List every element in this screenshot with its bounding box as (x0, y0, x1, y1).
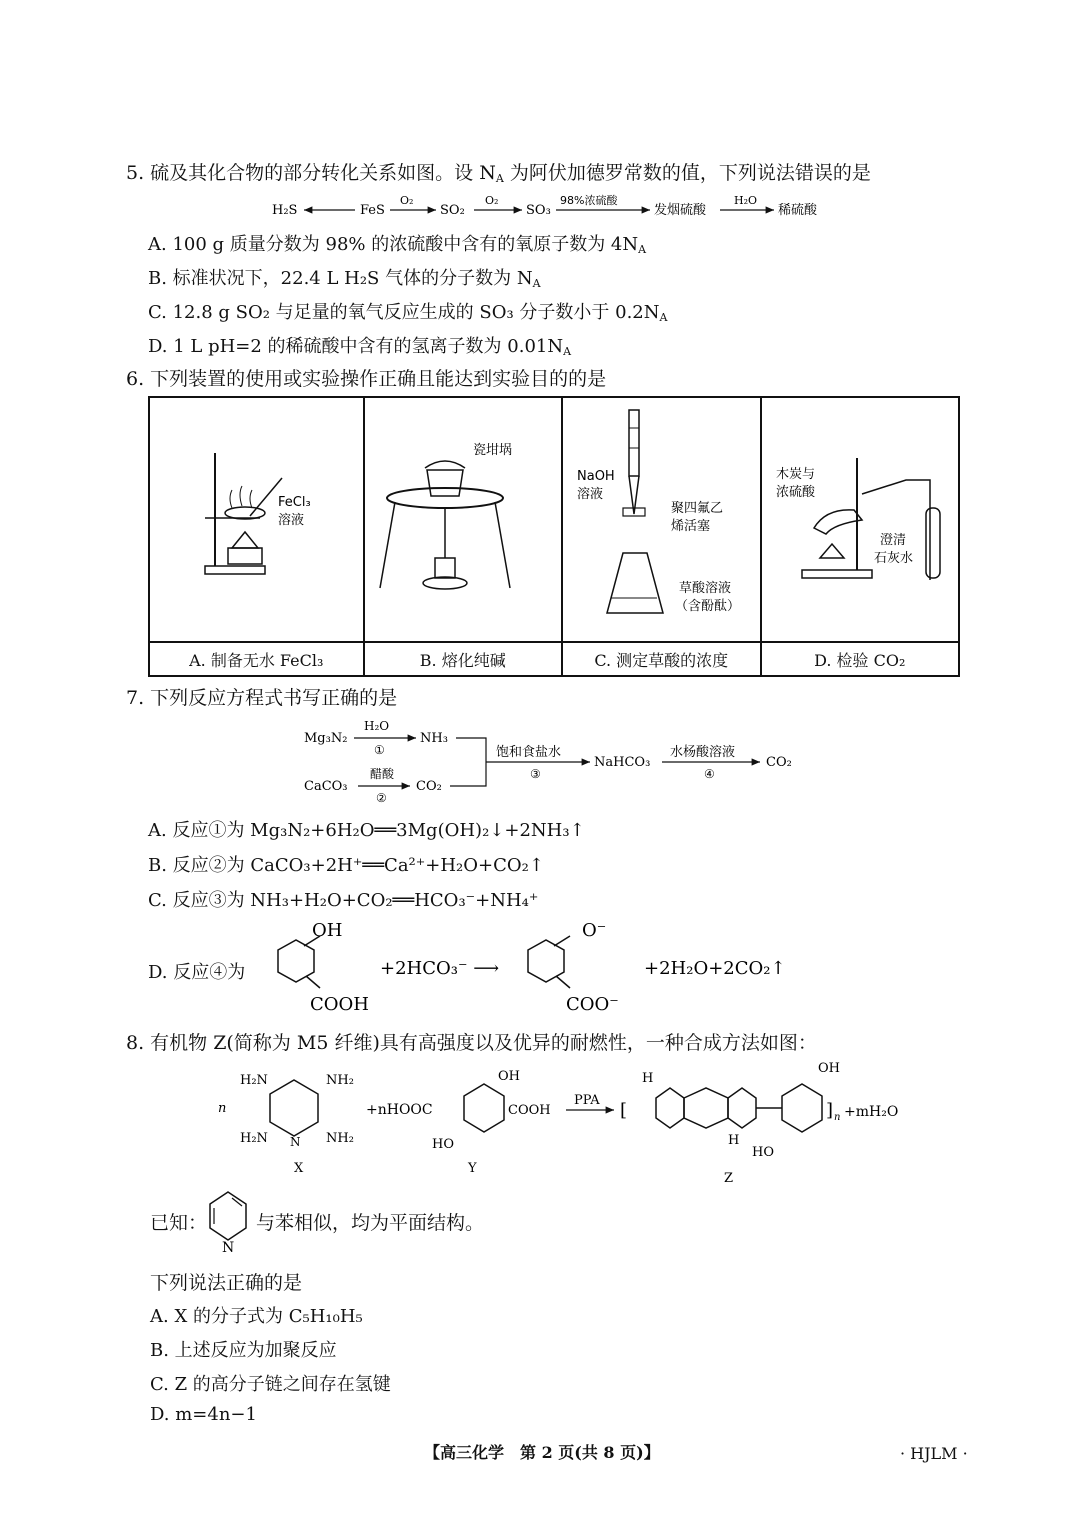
svg-text:NaOH: NaOH (577, 469, 615, 484)
svg-text:n: n (834, 1112, 841, 1123)
evaporating-dish-apparatus-figure (150, 398, 362, 637)
q7-option-a: A. 反应①为 Mg₃N₂+6H₂O══3Mg(OH)₂↓+2NH₃↑ (148, 820, 585, 841)
svg-text:聚四氟乙: 聚四氟乙 (671, 501, 724, 516)
svg-text:CaCO₃: CaCO₃ (304, 779, 348, 794)
pyridine-structure-figure (198, 1186, 258, 1256)
q8-stem: 8. 有机物 Z(简称为 M5 纤维)具有高强度以及优异的耐燃性，一种合成方法如图： (126, 1032, 817, 1054)
q7-option-b: B. 反应②为 CaCO₃+2H⁺══Ca²⁺+H₂O+CO₂↑ (148, 855, 544, 876)
svg-text:+nHOOC: +nHOOC (366, 1102, 433, 1118)
svg-text:H: H (642, 1071, 654, 1086)
svg-text:（含酚酞）: （含酚酞） (675, 599, 741, 614)
apparatus-c (562, 397, 761, 642)
svg-text:O⁻: O⁻ (582, 920, 607, 941)
svg-text:[: [ (620, 1100, 628, 1121)
svg-text:SO₃: SO₃ (526, 203, 551, 218)
apparatus-b (364, 397, 563, 642)
q5-option-d: D. 1 L pH=2 的稀硫酸中含有的氢离子数为 $0.01N_A$ (148, 336, 572, 358)
svg-text:Mg₃N₂: Mg₃N₂ (304, 731, 348, 746)
titration-apparatus-figure (563, 398, 759, 637)
q5-option-c: C. 12.8 g SO₂ 与足量的氧气反应生成的 SO₃ 分子数小于 $0.2N_A$ (148, 302, 668, 324)
apparatus-table (148, 396, 960, 677)
svg-text:OH: OH (818, 1061, 840, 1076)
svg-text:N: N (290, 1135, 301, 1149)
svg-text:N: N (222, 1240, 235, 1256)
svg-text:草酸溶液: 草酸溶液 (679, 581, 732, 596)
svg-text:NH₂: NH₂ (326, 1131, 354, 1146)
svg-text:FeCl₃: FeCl₃ (278, 495, 311, 510)
svg-text:]: ] (826, 1100, 834, 1121)
svg-text:OH: OH (312, 920, 343, 941)
svg-text:水杨酸溶液: 水杨酸溶液 (670, 745, 736, 760)
benzene-ring-z (782, 1084, 822, 1132)
q8-option-c: C. Z 的高分子链之间存在氢键 (150, 1374, 391, 1395)
svg-text:n: n (218, 1101, 227, 1116)
q8-known-tail: 与苯相似，均为平面结构。 (256, 1212, 485, 1234)
svg-text:④: ④ (704, 767, 715, 781)
svg-text:NH₂: NH₂ (326, 1073, 354, 1088)
q7-option-c: C. 反应③为 NH₃+H₂O+CO₂══HCO₃⁻+NH₄⁺ (148, 890, 539, 911)
q8-option-d: D. m=4n−1 (150, 1404, 257, 1425)
q8-option-a: A. X 的分子式为 C₅H₁₀H₅ (150, 1306, 363, 1327)
svg-text:+2H₂O+2CO₂↑: +2H₂O+2CO₂↑ (644, 958, 786, 979)
svg-text:HO: HO (432, 1137, 454, 1152)
svg-text:COOH: COOH (310, 994, 369, 1015)
q7-stem: 7. 下列反应方程式书写正确的是 (126, 687, 398, 709)
svg-text:溶液: 溶液 (278, 513, 305, 528)
svg-text:稀硫酸: 稀硫酸 (778, 203, 818, 218)
svg-text:O₂: O₂ (400, 194, 414, 207)
caption-b: B. 熔化纯碱 (364, 642, 563, 676)
footer-code: · HJLM · (900, 1444, 968, 1463)
svg-text:①: ① (374, 743, 385, 757)
svg-text:+mH₂O: +mH₂O (844, 1104, 899, 1120)
svg-text:COO⁻: COO⁻ (566, 994, 619, 1015)
svg-text:③: ③ (530, 767, 541, 781)
page-footer: 【高三化学 第 2 页(共 8 页)】 (424, 1443, 660, 1462)
svg-text:PPA: PPA (574, 1093, 600, 1108)
caption-a: A. 制备无水 FeCl₃ (149, 642, 364, 676)
crucible-on-triangle-figure (365, 398, 561, 637)
svg-text:+2HCO₃⁻ ⟶: +2HCO₃⁻ ⟶ (380, 958, 500, 979)
svg-text:烯活塞: 烯活塞 (671, 519, 711, 534)
q5-option-b: B. 标准状况下，22.4 L H₂S 气体的分子数为 $N_A$ (148, 268, 541, 290)
benzene-ring-reactant (278, 940, 314, 982)
svg-text:O₂: O₂ (485, 194, 499, 207)
caption-d: D. 检验 CO₂ (761, 642, 960, 676)
svg-text:CO₂: CO₂ (766, 755, 792, 770)
svg-text:木炭与: 木炭与 (775, 467, 815, 482)
pyridine-ring-x (270, 1080, 318, 1136)
benzene-ring-product (528, 940, 564, 982)
q8-sub-stem: 下列说法正确的是 (150, 1272, 303, 1294)
svg-text:发烟硫酸: 发烟硫酸 (654, 203, 707, 218)
q8-known-prefix: 已知： (150, 1212, 208, 1234)
svg-text:COOH: COOH (508, 1103, 551, 1118)
svg-text:浓硫酸: 浓硫酸 (775, 485, 815, 500)
svg-text:HO: HO (752, 1145, 774, 1160)
svg-text:澄清: 澄清 (879, 533, 906, 548)
svg-text:H₂N: H₂N (240, 1131, 268, 1146)
q8-option-b: B. 上述反应为加聚反应 (150, 1340, 337, 1361)
svg-text:NaHCO₃: NaHCO₃ (594, 755, 651, 770)
caption-c: C. 测定草酸的浓度 (562, 642, 761, 676)
svg-text:H: H (728, 1133, 740, 1148)
svg-text:SO₂: SO₂ (440, 203, 465, 218)
svg-text:98%浓硫酸: 98%浓硫酸 (560, 194, 618, 207)
svg-text:醋酸: 醋酸 (370, 767, 395, 781)
svg-text:CO₂: CO₂ (416, 779, 442, 794)
q7-option-d-equation (248, 918, 848, 1018)
svg-text:FeS: FeS (360, 203, 385, 218)
q5-option-a: A. 100 g 质量分数为 98% 的浓硫酸中含有的氧原子数为 $4N_A$ (148, 234, 647, 256)
svg-text:H₂O: H₂O (734, 194, 758, 207)
q8-synthesis-scheme (210, 1060, 930, 1190)
svg-text:X: X (294, 1161, 304, 1176)
apparatus-d (761, 397, 960, 642)
svg-text:饱和食盐水: 饱和食盐水 (496, 745, 562, 760)
svg-text:Y: Y (468, 1161, 477, 1176)
svg-text:瓷坩埚: 瓷坩埚 (472, 443, 512, 458)
svg-text:石灰水: 石灰水 (873, 551, 913, 566)
svg-text:NH₃: NH₃ (420, 731, 448, 746)
q7-option-d-prefix: D. 反应④为 (148, 962, 246, 983)
svg-text:H₂O: H₂O (364, 719, 390, 733)
benzene-ring-y (464, 1084, 504, 1132)
svg-text:溶液: 溶液 (577, 487, 604, 502)
apparatus-a (149, 397, 364, 642)
svg-text:Z: Z (724, 1171, 734, 1186)
svg-text:OH: OH (498, 1069, 520, 1084)
h2s-label: H₂S (272, 203, 298, 218)
co2-test-apparatus-figure (762, 398, 958, 637)
svg-text:②: ② (376, 791, 387, 805)
q7-reaction-scheme (298, 712, 818, 808)
svg-text:H₂N: H₂N (240, 1073, 268, 1088)
q5-stem: 5. 硫及其化合物的部分转化关系如图。设 $N_A$ 为阿伏加德罗常数的值，下列说法错误的是 (126, 162, 871, 185)
q6-stem: 6. 下列装置的使用或实验操作正确且能达到实验目的的是 (126, 368, 607, 390)
q5-reaction-scheme (260, 190, 860, 222)
